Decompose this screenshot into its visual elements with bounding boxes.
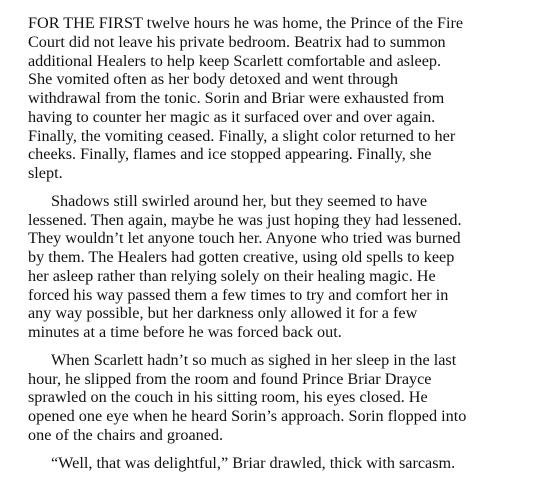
book-page xyxy=(28,14,468,481)
paragraph-3: When Scarlett hadn’t so much as sighed in her sleep in the last hour, he slipped from the room and found Prince Briar Drayce sprawled on the couch in his sitting room, his eyes closed. He opened one eye when he heard Sorin’s approach. Sorin flopped into one of the chairs and groaned. xyxy=(28,350,467,444)
paragraph-4: “Well, that was delightful,” Briar drawled, thick with sarcasm. xyxy=(51,453,456,472)
paragraph-2: Shadows still swirled around her, but they seemed to have lessened. Then again, maybe he was just hoping they had lessened. They wouldn’t let anyone touch her. Anyone who tried was burned by them. The Healers had gotten creative, using old spells to keep her asleep rather than relying solely on their healing magic. He forced his way passed them a few times to try and comfort her in any way possible, but her darkness only allowed it for a few minutes at a time before he was forced back out. xyxy=(28,191,462,341)
paragraph-1: FOR THE FIRST twelve hours he was home, the Prince of the Fire Court did not leave his private bedroom. Beatrix had to summon additional Healers to help keep Scarlett comfortable and asleep. She vomited often as her body detoxed and went through withdrawal from the tonic. Sorin and Briar were exhausted from having to counter her magic as it surfaced over and over again. Finally, the vomiting ceased. Finally, a slight color returned to her cheeks. Finally, flames and ice stopped appearing. Finally, she slept. xyxy=(28,14,464,182)
